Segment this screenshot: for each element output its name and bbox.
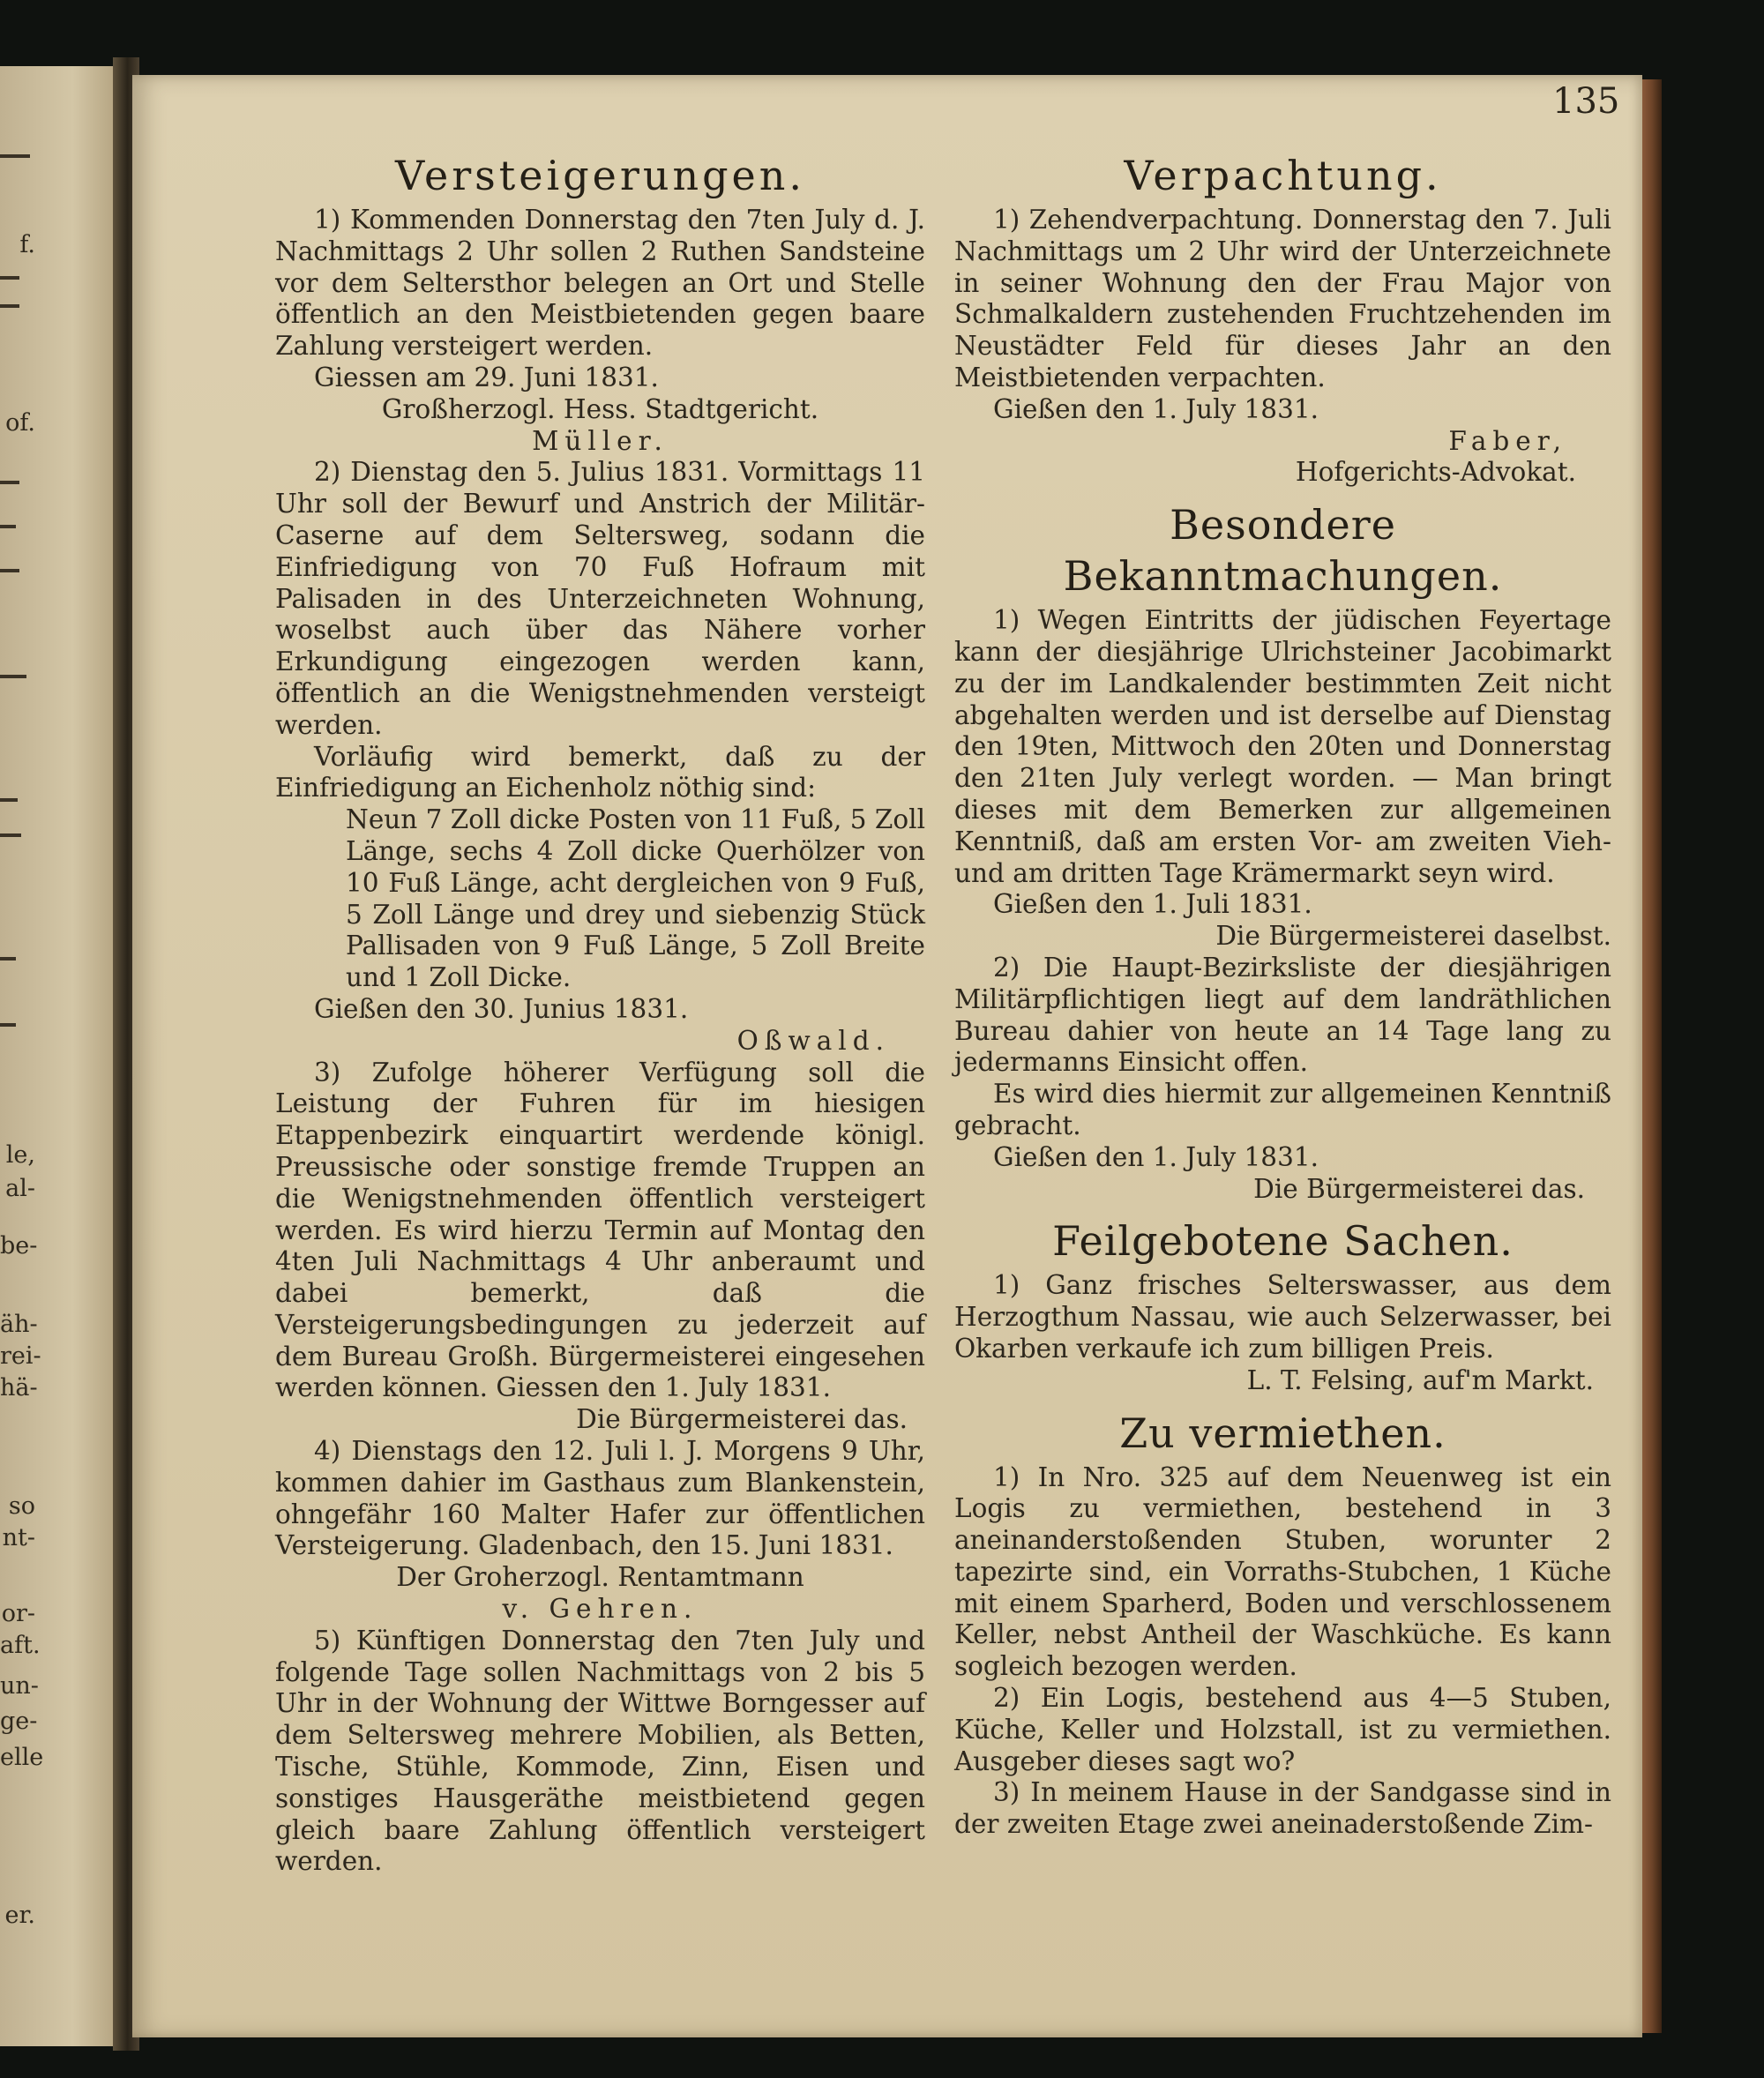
ink-rule	[0, 276, 19, 280]
ink-rule	[0, 304, 19, 308]
ink-rule	[0, 525, 16, 528]
ink-rule	[0, 675, 26, 678]
signature-name: Faber,	[1448, 425, 1567, 456]
dateline: Gießen den 1. July 1831.	[993, 1141, 1319, 1172]
notice-paragraph: 1) Wegen Eintritts der jüdischen Feyertage kann der diesjährige Ulrichsteiner Jacobimarkt zu der im Landkalender bestimmten Zeit nicht abgehalten werden und ist derselbe auf Dienstag den 19ten, Mittwoch den 20ten und Donnerstag den 21ten July verlegt worden. — Man bringt dieses mit dem Bemerken zur allgemeinen Kenntniß, daß am ersten Vor- am zweiten Vieh- und am dritten Tage Krämermarkt seyn wird.	[954, 605, 1611, 888]
notice-paragraph: 1) In Nro. 325 auf dem Neuenweg ist ein Logis zu vermiethen, bestehend in 3 aneinanderstoßenden Stuben, worunter 2 tapezirte sind, ein Vorraths-Stubchen, 1 Küche mit einem Sparherd, Boden und verschlossenem Keller, nebst Antheil der Waschküche. Es kann sogleich bezogen werden.	[954, 1461, 1611, 1682]
signature-authority: Die Bürgermeisterei das.	[576, 1404, 908, 1435]
margin-fragment: er.	[4, 1902, 35, 1929]
signature-name: Oßwald.	[736, 1025, 890, 1056]
notice-paragraph: Es wird dies hiermit zur allgemeinen Kenntniß gebracht.	[954, 1079, 1611, 1140]
dateline: Gießen den 1. July 1831.	[993, 393, 1319, 424]
notice-paragraph: 2) Ein Logis, bestehend aus 4—5 Stuben, Küche, Keller und Holzstall, ist zu vermiethen. Ausgeber dieses sagt wo?	[954, 1683, 1611, 1776]
right-column	[954, 150, 1611, 1841]
notice-paragraph: 2) Dienstag den 5. Julius 1831. Vormittags 11 Uhr soll der Bewurf und Anstrich der Militär-Caserne auf dem Seltersweg, sodann die Einfriedigung von 70 Fuß Hofraum mit Palisaden in des Unterzeichneten Wohnung, woselbst auch über das Nähere vorher Erkundigung eingezogen werden kann, öffentlich an die Wenigstnehmenden versteigt werden.	[275, 457, 925, 740]
margin-fragment: aft.	[0, 1632, 41, 1659]
notice-paragraph: 3) Zufolge höherer Verfügung soll die Leistung der Fuhren für im hiesigen Etappenbezirk einquartirt werdende königl. Preussische oder sonstige fremde Truppen an die Wenigstnehmenden öffentlich versteigert werden. Es wird hierzu Termin auf Montag den 4ten Juli Nachmittags 4 Uhr anberaumt und dabei bemerkt, daß die Versteigerungsbedingungen zu jederzeit auf dem Bureau Großh. Bürgermeisterei eingesehen werden können. Giessen den 1. July 1831.	[275, 1057, 925, 1403]
section-heading-verpachtung: Verpachtung.	[1124, 152, 1442, 199]
book-cover-edge	[1642, 79, 1662, 2033]
section-heading-versteigerungen: Versteigerungen.	[394, 152, 806, 199]
dateline: Gießen den 30. Junius 1831.	[314, 993, 689, 1024]
margin-fragment: f.	[19, 231, 35, 258]
ink-rule	[0, 798, 18, 802]
margin-fragment: un-	[0, 1672, 39, 1700]
margin-fragment: or-	[1, 1600, 35, 1627]
notice-paragraph: 1) Ganz frisches Selterswasser, aus dem Herzogthum Nassau, wie auch Selzerwasser, bei Okarben verkaufe ich zum billigen Preis.	[954, 1270, 1611, 1364]
signature-name: v. Gehren.	[502, 1594, 699, 1625]
signature-authority: Großherzogl. Hess. Stadtgericht.	[381, 393, 819, 424]
notice-paragraph: 4) Dienstags den 12. Juli l. J. Morgens 9 Uhr, kommen dahier im Gasthaus zum Blankenstein, ohngefähr 160 Malter Hafer zur öffentlichen Versteigerung. Gladenbach, den 15. Juni 1831.	[275, 1436, 925, 1561]
left-column	[275, 150, 925, 1878]
notice-paragraph: Vorläufig wird bemerkt, daß zu der Einfriedigung an Eichenholz nöthig sind:	[275, 741, 925, 804]
dateline: Giessen am 29. Juni 1831.	[314, 362, 659, 392]
ink-rule	[0, 833, 21, 837]
ink-rule	[0, 1023, 16, 1027]
notice-paragraph: 1) Zehendverpachtung. Donnerstag den 7. Juli Nachmittags um 2 Uhr wird der Unterzeichnete in seiner Wohnung den der Frau Major von Schmalkaldern zustehenden Fruchtzehenden im Neustädter Feld für dieses Jahr an den Meistbietenden verpachten.	[954, 205, 1611, 392]
margin-fragment: nt-	[2, 1524, 35, 1551]
margin-fragment: elle	[0, 1744, 44, 1771]
signature-name: L. T. Felsing, auf'm Markt.	[1246, 1364, 1594, 1395]
section-heading-bekanntmachungen: Besondere Bekanntmachungen.	[1063, 501, 1503, 601]
notice-paragraph: 3) In meinem Hause in der Sandgasse sind in der zweiten Etage zwei aneinaderstoßende Zim-	[954, 1777, 1611, 1840]
margin-fragment: ge-	[0, 1708, 38, 1735]
ink-rule	[0, 154, 30, 158]
signature-authority: Die Bürgermeisterei das.	[1253, 1173, 1585, 1204]
margin-fragment: rei-	[0, 1342, 41, 1370]
margin-fragment: al-	[5, 1175, 35, 1202]
margin-fragment: äh-	[0, 1311, 38, 1338]
margin-fragment: so	[8, 1492, 35, 1520]
ink-rule	[0, 957, 16, 961]
signature-name: Müller.	[532, 425, 669, 456]
ink-rule	[0, 481, 19, 484]
signature-authority: Der Groherzogl. Rentamtmann	[396, 1562, 804, 1593]
section-heading-feilgebotene-sachen: Feilgebotene Sachen.	[1052, 1217, 1514, 1266]
margin-fragment: hä-	[0, 1374, 38, 1402]
signature-authority: Die Bürgermeisterei daselbst.	[1215, 921, 1611, 952]
notice-paragraph: 5) Künftigen Donnerstag den 7ten July und folgende Tage sollen Nachmittags von 2 bis 5 Uhr in der Wohnung der Wittwe Borngesser auf dem Seltersweg mehrere Mobilien, als Betten, Tische, Stühle, Kommode, Zinn, Eisen und sonstiges Hausgeräthe meistbietend gegen gleich baare Zahlung öffentlich versteigert werden.	[275, 1625, 925, 1877]
section-heading-zu-vermiethen: Zu vermiethen.	[1119, 1409, 1446, 1457]
notice-item-list: Neun 7 Zoll dicke Posten von 11 Fuß, 5 Zoll Länge, sechs 4 Zoll dicke Querhölzer von 10 Fuß Länge, acht dergleichen von 9 Fuß, 5 Zoll Länge und drey und siebenzig Stück Pallisaden von 9 Fuß Länge, 5 Zoll Breite und 1 Zoll Dicke.	[346, 804, 926, 993]
margin-fragment: be-	[0, 1232, 38, 1260]
margin-fragment: of.	[5, 409, 35, 437]
ink-rule	[0, 569, 19, 572]
dateline: Gießen den 1. Juli 1831.	[993, 889, 1312, 920]
notice-paragraph: 2) Die Haupt-Bezirksliste der diesjährigen Militärpflichtigen liegt auf dem landräthlichen Bureau dahier von heute an 14 Tage lang zu jedermanns Einsicht offen.	[954, 952, 1611, 1078]
margin-fragment: le,	[5, 1141, 35, 1169]
page-number: 135	[1552, 81, 1620, 122]
notice-paragraph: 1) Kommenden Donnerstag den 7ten July d. J. Nachmittags 2 Uhr sollen 2 Ruthen Sandsteine vor dem Seltersthor belegen an Ort und Stelle öffentlich an den Meistbietenden gegen baare Zahlung versteigert werden.	[275, 205, 925, 362]
signature-title: Hofgerichts-Advokat.	[1295, 457, 1576, 488]
